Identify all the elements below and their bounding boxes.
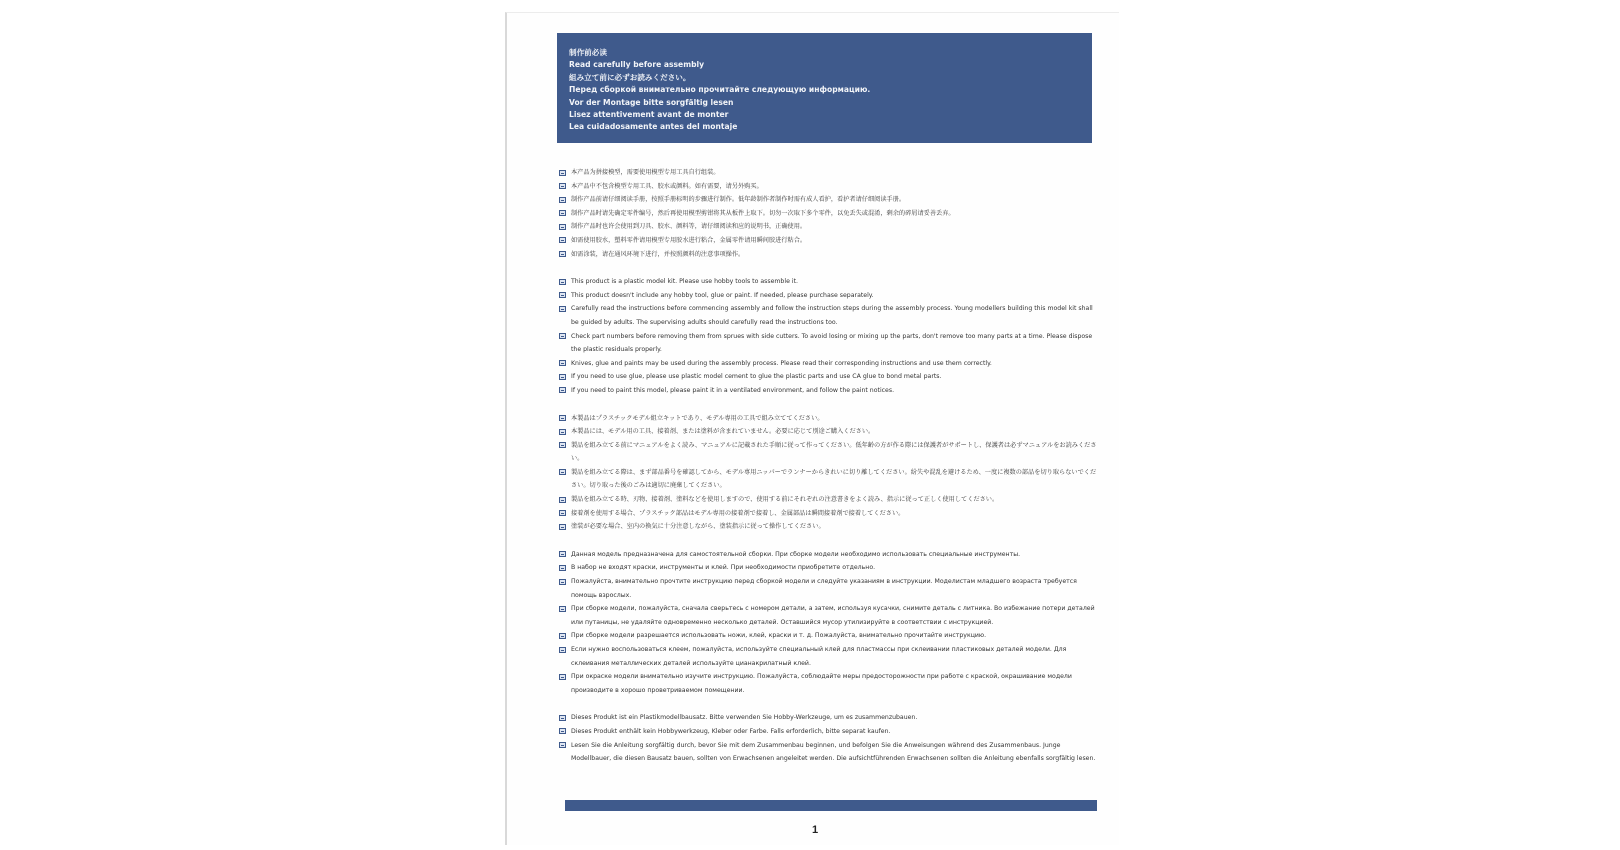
list-item bbox=[559, 561, 1099, 575]
header-line-fr: Lisez attentivement avant de monter bbox=[569, 110, 729, 120]
bullet-icon bbox=[559, 497, 566, 503]
item-text: 本产品为拼接模型，需要使用模型专用工具自行组装。 bbox=[571, 169, 720, 176]
bullet-icon bbox=[559, 469, 566, 475]
section-german bbox=[559, 711, 1099, 765]
bullet-icon bbox=[559, 210, 566, 216]
item-text: Dieses Produkt enthält kein Hobbywerkzeug, Kleber oder Farbe. Falls erforderlich, bitte separat kaufen. bbox=[571, 727, 891, 735]
section-russian bbox=[559, 548, 1099, 698]
section-english bbox=[559, 275, 1099, 397]
header-banner bbox=[557, 33, 1092, 143]
list-item bbox=[559, 289, 1099, 303]
item-text: 製品を組み立てる前にマニュアルをよく読み、マニュアルに記載された手順に従って作ってください。低年齢の方が作る際には保護者がサポートし、保護者は必ずマニュアルをお読みください。 bbox=[571, 441, 1097, 463]
bullet-icon bbox=[559, 565, 566, 571]
list-item bbox=[559, 711, 1099, 725]
item-text: 制作产品前请仔细阅读手册，按照手册标明的步骤进行制作。低年龄制作者制作时需有成人看护，看护者请仔细阅读手册。 bbox=[571, 196, 906, 204]
item-text: При сборке модели разрешается использовать ножи, клей, краски и т. д. Пожалуйста, внимательно прочитайте инструкцию. bbox=[571, 632, 987, 640]
item-text: 制作产品时也许会使用到刀具、胶水、颜料等，请仔细阅读和应的说明书，正确使用。 bbox=[571, 223, 807, 231]
list-item bbox=[559, 548, 1099, 562]
header-line-en: Read carefully before assembly bbox=[569, 60, 705, 70]
item-text: Пожалуйста, внимательно прочтите инструкцию перед сборкой модели и следуйте указаниям в инструкции. Моделистам младшего возраста требуется помощь взрослых. bbox=[571, 578, 1077, 599]
list-item bbox=[559, 193, 1099, 207]
header-line-de: Vor der Montage bitte sorgfältig lesen bbox=[569, 97, 734, 107]
list-item bbox=[559, 439, 1099, 466]
item-text: Данная модель предназначена для самостоятельной сборки. При сборке модели необходимо использовать специальные инструменты. bbox=[571, 550, 1021, 558]
item-text: If you need to use glue, please use plastic model cement to glue the plastic parts and use CA glue to bond metal parts. bbox=[571, 373, 942, 381]
item-text: 塗装が必要な場合、室内の換気に十分注意しながら、塗装指示に従って操作してください。 bbox=[571, 523, 825, 531]
list-item bbox=[559, 575, 1099, 602]
item-text: Dieses Produkt ist ein Plastikmodellbausatz. Bitte verwenden Sie Hobby-Werkzeuge, um es zusammenzubauen. bbox=[571, 714, 918, 722]
bullet-icon bbox=[559, 237, 566, 243]
instruction-content bbox=[559, 166, 1099, 766]
item-text: This product doesn't include any hobby tool, glue or paint. If needed, please purchase separately. bbox=[571, 291, 874, 299]
item-text: This product is a plastic model kit. Please use hobby tools to assemble it. bbox=[571, 278, 798, 286]
list-item bbox=[559, 220, 1099, 234]
bullet-icon bbox=[559, 524, 566, 530]
bullet-icon bbox=[559, 510, 566, 516]
bullet-icon bbox=[559, 442, 566, 448]
list-item bbox=[559, 166, 1099, 180]
list-item bbox=[559, 725, 1099, 739]
list-item bbox=[559, 302, 1099, 329]
bullet-icon bbox=[559, 197, 566, 203]
bullet-icon bbox=[559, 551, 566, 557]
list-item bbox=[559, 493, 1099, 507]
footer-bar bbox=[565, 800, 1097, 811]
item-text: Lesen Sie die Anleitung sorgfältig durch, bevor Sie mit dem Zusammenbau beginnen, und befolgen Sie die Anweisungen während des Zusammenbaus. Junge Modellbauer, die diesen Bausatz bauen, sollten von Erwachsenen angeleitet werden. Die aufsichtführenden Erwachsenen sollten die Anleitung ebenfalls sorgfältig lesen. bbox=[571, 741, 1096, 763]
list-item bbox=[559, 520, 1099, 534]
list-item bbox=[559, 602, 1099, 629]
bullet-icon bbox=[559, 374, 566, 380]
bullet-icon bbox=[559, 606, 566, 612]
list-item bbox=[559, 248, 1099, 262]
item-text: 製品を組み立てる時、刃物、接着剤、塗料などを使用しますので、使用する前にそれぞれの注意書きをよく読み、指示に従って正しく使用してください。 bbox=[571, 496, 999, 504]
bullet-icon bbox=[559, 224, 566, 230]
bullet-icon bbox=[559, 429, 566, 435]
list-item bbox=[559, 275, 1099, 289]
list-item bbox=[559, 507, 1099, 521]
header-line-ru: Перед сборкой внимательно прочитайте следующую информацию. bbox=[569, 85, 871, 95]
list-item bbox=[559, 466, 1099, 493]
item-text: 制作产品时请先确定零件编号，然后再使用模型剪钳将其从板件上取下。切勿一次取下多个零件，以免丢失或混淆，剩余的碎屑请妥善丢弃。 bbox=[571, 209, 955, 217]
bullet-icon bbox=[559, 728, 566, 734]
item-text: Check part numbers before removing them from sprues with side cutters. To avoid losing or mixing up the parts, don't remove too many parts at a time. Please dispose the plastic residuals properly. bbox=[571, 332, 1093, 354]
bullet-icon bbox=[559, 674, 566, 680]
bullet-icon bbox=[559, 715, 566, 721]
list-item bbox=[559, 629, 1099, 643]
item-text: В набор не входят краски, инструменты и клей. При необходимости приобретите отдельно. bbox=[571, 564, 876, 572]
item-text: 本产品中不包含模型专用工具、胶水或颜料。如有需要，请另外购买。 bbox=[571, 182, 763, 190]
list-item bbox=[559, 330, 1099, 357]
item-text: Если нужно воспользоваться клеем, пожалуйста, используйте специальный клей для пластмассы при склеивании пластиковых деталей модели. Для склеивания металлических деталей используйте цианакрилатный клей. bbox=[571, 646, 1067, 667]
bullet-icon bbox=[559, 742, 566, 748]
bullet-icon bbox=[559, 647, 566, 653]
list-item bbox=[559, 370, 1099, 384]
item-text: 本製品はプラスチックモデル組立キットであり、モデル専用の工具で組み立ててください。 bbox=[571, 414, 824, 422]
bullet-icon bbox=[559, 279, 566, 285]
item-text: Carefully read the instructions before commencing assembly and follow the instruction steps during the assembly process. Young modellers building this model kit shall be guided by adults. The supervising adults should carefully read the instructions too. bbox=[571, 305, 1093, 326]
list-item bbox=[559, 207, 1099, 221]
header-line-es: Lea cuidadosamente antes del montaje bbox=[569, 122, 738, 132]
bullet-icon bbox=[559, 183, 566, 189]
page-number: 1 bbox=[812, 824, 819, 836]
item-text: 如需使用胶水，塑料零件请用模型专用胶水进行粘合，金属零件请用瞬间胶进行粘合。 bbox=[571, 236, 807, 244]
list-item bbox=[559, 643, 1099, 670]
item-text: 接着剤を使用する場合、プラスチック部品はモデル専用の接着剤で接着し、金属部品は瞬間接着剤で接着してください。 bbox=[571, 509, 905, 517]
list-item bbox=[559, 384, 1099, 398]
header-line-ja: 組み立て前に必ずお読みください。 bbox=[569, 72, 691, 82]
bullet-icon bbox=[559, 387, 566, 393]
item-text: 本製品には、モデル用の工具、接着剤、または塗料が含まれていません。必要に応じて別途ご購入ください。 bbox=[571, 428, 875, 436]
item-text: Knives, glue and paints may be used during the assembly process. Please read their corresponding instructions and use them correctly. bbox=[571, 359, 992, 367]
section-chinese bbox=[559, 166, 1099, 261]
bullet-icon bbox=[559, 251, 566, 257]
bullet-icon bbox=[559, 360, 566, 366]
bullet-icon bbox=[559, 333, 566, 339]
list-item bbox=[559, 412, 1099, 426]
bullet-icon bbox=[559, 415, 566, 421]
bullet-icon bbox=[559, 633, 566, 639]
list-item bbox=[559, 425, 1099, 439]
list-item bbox=[559, 739, 1099, 766]
bullet-icon bbox=[559, 306, 566, 312]
bullet-icon bbox=[559, 579, 566, 585]
item-text: If you need to paint this model, please paint it in a ventilated environment, and follow the paint notices. bbox=[571, 386, 895, 394]
bullet-icon bbox=[559, 170, 566, 176]
bullet-icon bbox=[559, 292, 566, 298]
header-line-zh: 制作前必读 bbox=[569, 48, 607, 57]
list-item bbox=[559, 357, 1099, 371]
item-text: При сборке модели, пожалуйста, сначала сверьтесь с номером детали, а затем, используя кусачки, снимите деталь с литника. Во избежание потери деталей или путаницы, не удаляйте одновременно несколько деталей. Оставшийся мусор утилизируйте в соответствии с инструкцией. bbox=[571, 605, 1095, 626]
list-item bbox=[559, 670, 1099, 697]
section-japanese bbox=[559, 412, 1099, 534]
list-item bbox=[559, 180, 1099, 194]
item-text: 製品を組み立てる際は、まず部品番号を確認してから、モデル専用ニッパーでランナーからきれいに切り離してください。紛失や混乱を避けるため、一度に複数の部品を切り取らないでください。切り取った後のごみは適切に廃棄してください。 bbox=[571, 468, 1097, 490]
item-text: При окраске модели внимательно изучите инструкцию. Пожалуйста, соблюдайте меры предосторожности при работе с краской, окрашивание модели производите в хорошо проветриваемом помещении. bbox=[571, 673, 1072, 694]
list-item bbox=[559, 234, 1099, 248]
item-text: 如需涂装，请在通风环境下进行，并按照颜料的注意事项操作。 bbox=[571, 250, 745, 258]
